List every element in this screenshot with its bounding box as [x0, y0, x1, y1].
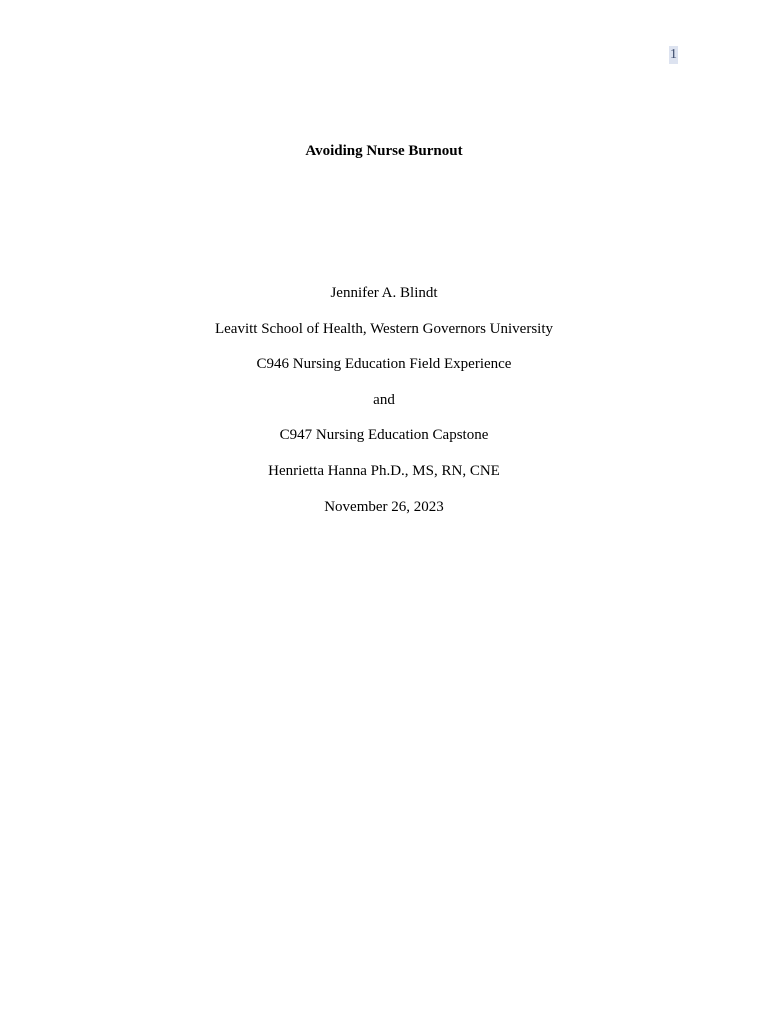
instructor-name: Henrietta Hanna Ph.D., MS, RN, CNE [268, 462, 500, 479]
author-name: Jennifer A. Blindt [330, 285, 438, 301]
course-name-1: C946 Nursing Education Field Experience [256, 356, 512, 373]
course-name-2: C947 Nursing Education Capstone [279, 427, 489, 444]
institution-affiliation: Leavitt School of Health, Western Governors University [214, 320, 554, 337]
paper-title: Avoiding Nurse Burnout [305, 143, 463, 159]
course-conjunction: and [373, 391, 395, 408]
submission-date: November 26, 2023 [324, 498, 444, 515]
page-number: 1 [670, 47, 677, 62]
title-page-block [0, 284, 768, 533]
